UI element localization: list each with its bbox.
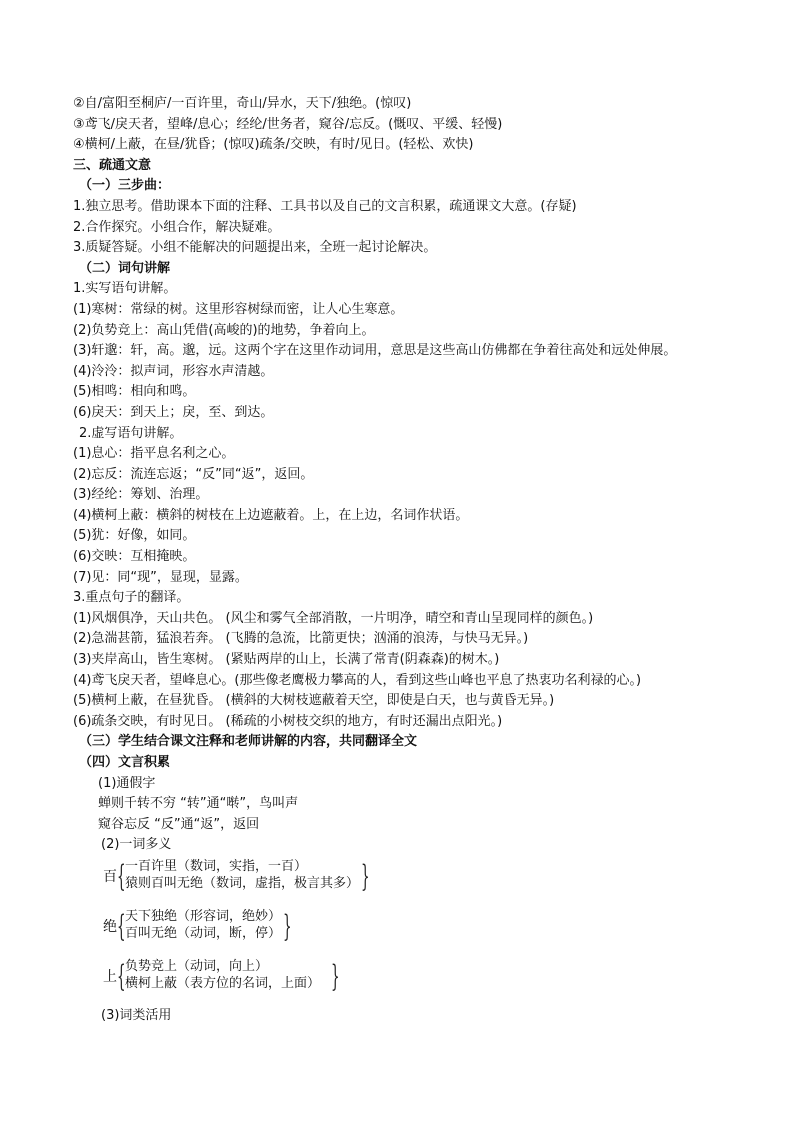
polysemy-character: 百	[103, 868, 117, 885]
text-line: (1)风烟俱净，天山共色。 (风尘和雾气全部消散，一片明净，晴空和青山呈现同样的颜色。)	[73, 610, 594, 626]
right-brace-icon: }	[361, 858, 370, 894]
text-line: 2.虚写语句讲解。	[79, 425, 183, 441]
text-line: (4)鸢飞戾天者，望峰息心。(那些像老鹰极力攀高的人，看到这些山峰也平息了热衷功名利禄的心。)	[73, 672, 642, 688]
polysemy-sense: 负势竞上（动词，向上）	[125, 958, 269, 974]
text-line: (1)寒树：常绿的树。这里形容树绿而密，让人心生寒意。	[73, 301, 404, 317]
section-heading: （三）学生结合课文注释和老师讲解的内容，共同翻译全文	[79, 734, 418, 750]
section-heading: （一）三步曲：	[79, 178, 171, 194]
left-brace-icon: {	[117, 958, 126, 994]
right-brace-icon: }	[283, 908, 292, 944]
text-line: ②自/富阳至桐庐/一百许里，奇山/异水，天下/独绝。(惊叹)	[73, 96, 412, 111]
text-line: 3.重点句子的翻译。	[73, 590, 190, 606]
text-line: (2)急湍甚箭，猛浪若奔。 (飞腾的急流，比箭更快；汹涌的浪涛，与快马无异。)	[73, 631, 529, 647]
text-line: (1)通假字	[98, 775, 156, 791]
section-heading: 三、疏通文意	[73, 157, 152, 173]
polysemy-entry	[103, 856, 743, 906]
text-line: 1.独立思考。借助课本下面的注释、工具书以及自己的文言积累，疏通课文大意。(存疑)	[73, 198, 577, 214]
polysemy-character: 上	[103, 968, 117, 985]
left-brace-icon: {	[117, 908, 126, 944]
text-line: (6)交映：互相掩映。	[73, 549, 196, 565]
text-line: (3)词类活用	[101, 1007, 172, 1023]
text-line: 窥谷忘反 “反”通“返”，返回	[98, 816, 260, 832]
text-line: 2.合作探究。小组合作，解决疑难。	[73, 219, 281, 235]
text-line: (4)泠泠：拟声词，形容水声清越。	[73, 363, 274, 379]
document-body	[73, 94, 743, 1027]
text-line: (2)负势竞上：高山凭借(高峻的)的地势，争着向上。	[73, 322, 375, 338]
text-line: (1)息心：指平息名利之心。	[73, 446, 235, 462]
polysemy-sense: 百叫无绝（动词，断，停）	[125, 925, 282, 941]
text-line: (5)横柯上蔽，在昼犹昏。 (横斜的大树枝遮蔽着天空，即使是白天，也与黄昏无异。)	[73, 693, 555, 709]
polysemy-character: 绝	[103, 918, 117, 935]
polysemy-sense: 横柯上蔽（表方位的名词，上面）	[125, 975, 321, 991]
text-line: ④横柯/上蔽，在昼/犹昏；(惊叹)疏条/交映，有时/见日。(轻松、欢快)	[73, 137, 474, 153]
text-line: (7)见：同“现”，显现，显露。	[73, 569, 248, 585]
text-line: 1.实写语句讲解。	[73, 281, 177, 297]
polysemy-entry	[103, 956, 743, 1006]
section-heading: （二）词句讲解	[79, 260, 171, 276]
polysemy-senses	[125, 908, 281, 942]
polysemy-senses	[125, 858, 359, 892]
text-line: (3)经纶：筹划、治理。	[73, 487, 209, 503]
text-line: (6)戾天：到天上；戾，至、到达。	[73, 404, 274, 420]
text-line: (3)夹岸高山，皆生寒树。 (紧贴两岸的山上，长满了常青(阴森森)的树木。)	[73, 652, 500, 668]
text-line: (4)横柯上蔽：横斜的树枝在上边遮蔽着。上，在上边，名词作状语。	[73, 507, 469, 523]
text-line: 蝉则千转不穷 “转”通“啭”，鸟叫声	[98, 796, 299, 812]
text-line: 3.质疑答疑。小组不能解决的问题提出来，全班一起讨论解决。	[73, 240, 437, 256]
left-brace-icon: {	[117, 858, 126, 894]
polysemy-sense: 天下独绝（形容词，绝妙）	[125, 908, 282, 924]
text-line: (3)轩邈：轩，高。邈，远。这两个字在这里作动词用，意思是这些高山仿佛都在争着往高处和远处伸展。	[73, 343, 677, 359]
polysemy-entry	[103, 906, 743, 956]
text-line: (2)忘反：流连忘返；“反”同“返”，返回。	[73, 466, 314, 482]
right-brace-icon: }	[331, 958, 340, 994]
text-line: (6)疏条交映，有时见日。 (稀疏的小树枝交织的地方，有时还漏出点阳光。)	[73, 713, 503, 729]
text-line: ③鸢飞/戾天者，望峰/息心；经纶/世务者，窥谷/忘反。(慨叹、平缓、轻慢)	[73, 116, 503, 132]
text-line: (5)相鸣：相向和鸣。	[73, 384, 196, 400]
polysemy-sense: 猿则百叫无绝（数词，虚指，极言其多）	[125, 875, 360, 891]
text-line: (2)一词多义	[101, 837, 172, 853]
polysemy-sense: 一百许里（数词，实指，一百）	[125, 858, 308, 874]
section-heading: （四）文言积累	[79, 755, 171, 770]
text-line: (5)犹：好像，如同。	[73, 528, 196, 544]
polysemy-senses	[125, 958, 320, 992]
